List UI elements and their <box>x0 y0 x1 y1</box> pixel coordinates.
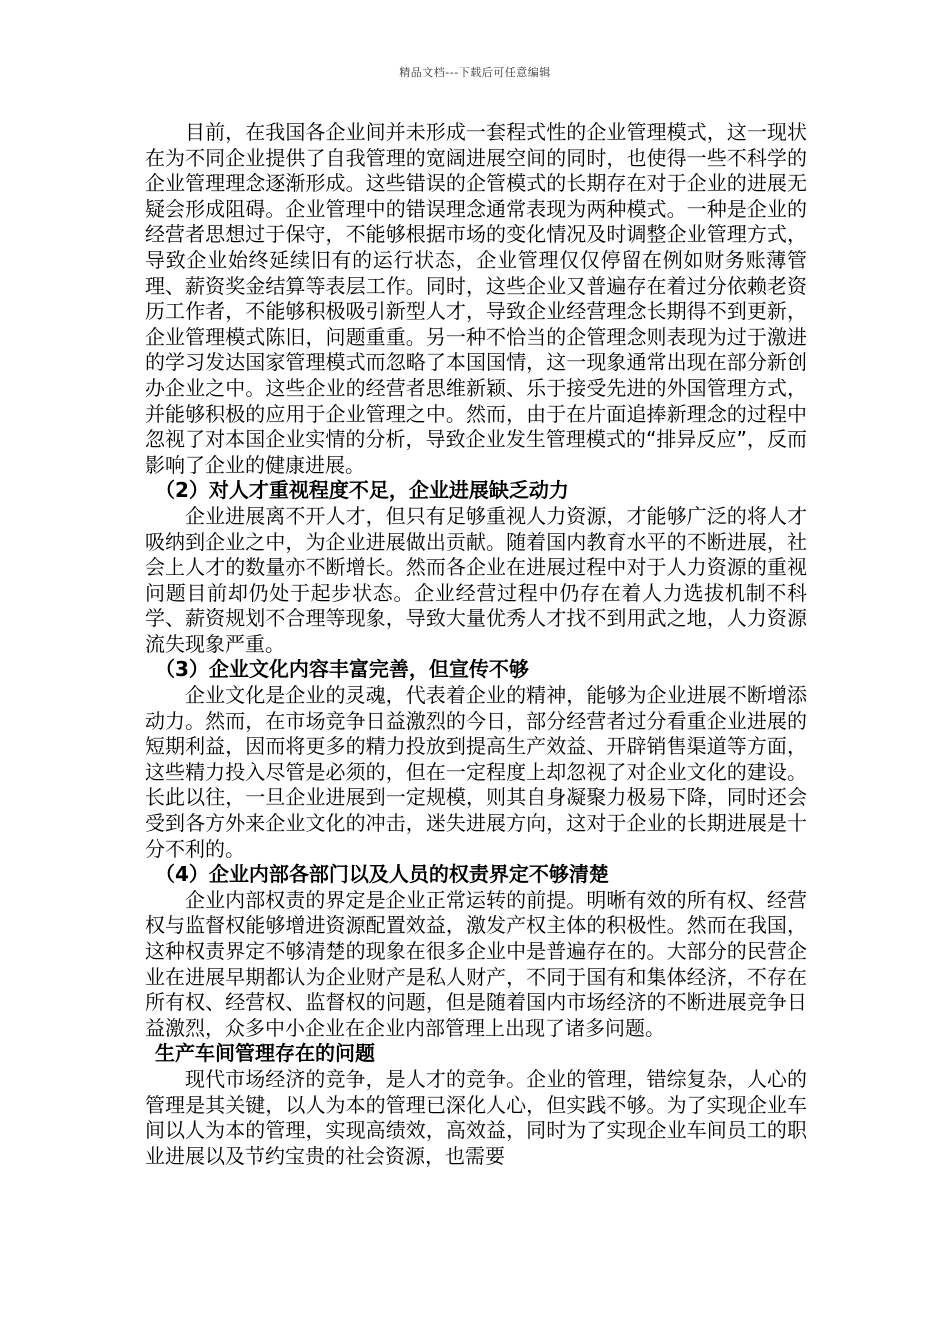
heading-culture: （3）企业文化内容丰富完善，但宣传不够 <box>155 657 529 682</box>
heading-workshop: 生产车间管理存在的问题 <box>155 1041 375 1066</box>
heading-talent: （2）对人才重视程度不足，企业进展缺乏动力 <box>155 478 569 503</box>
paragraph-culture: 企业文化是企业的灵魂，代表着企业的精神，能够为企业进展不断增添动力。然而，在市场竞争日益激烈的今日，部分经营者过分看重企业进展的短期利益，因而将更多的精力投放到提高生产效益、开辟销售渠道等方面，这些精力投入尽管是必须的，但在一定程度上却忽视了对企业文化的建设。长此以往，一旦企业进展到一定规模，则其自身凝聚力极易下降，同时还会受到各方外来企业文化的冲击，迷失进展方向，这对于企业的长期进展是十分不利的。 <box>145 683 807 861</box>
paragraph-talent: 企业进展离不开人才，但只有足够重视人力资源，才能够广泛的将人才吸纳到企业之中，为企业进展做出贡献。随着国内教育水平的不断进展，社会上人才的数量亦不断增长。然而各企业在进展过程中对于人力资源的重视问题目前却仍处于起步状态。企业经营过程中仍存在着人力选拔机制不科学、薪资规划不合理等现象，导致大量优秀人才找不到用武之地，人力资源流失现象严重。 <box>145 503 807 656</box>
paragraph-workshop: 现代市场经济的竞争，是人才的竞争。企业的管理，错综复杂，人心的管理是其关键，以人为本的管理已深化人心，但实践不够。为了实现企业车间以人为本的管理，实现高绩效，高效益，同时为了实现企业车间员工的职业进展以及节约宝贵的社会资源，也需要 <box>145 1066 807 1168</box>
heading-responsibility: （4）企业内部各部门以及人员的权责界定不够清楚 <box>155 862 609 887</box>
paragraph-responsibility: 企业内部权责的界定是企业正常运转的前提。明晰有效的所有权、经营权与监督权能够增进资源配置效益，激发产权主体的积极性。然而在我国，这种权责界定不够清楚的现象在很多企业中是普遍存在的。大部分的民营企业在进展早期都认为企业财产是私人财产，不同于国有和集体经济，不存在所有权、经营权、监督权的问题，但是随着国内市场经济的不断进展竞争日益激烈，众多中小企业在企业内部管理上出现了诸多问题。 <box>145 887 807 1040</box>
page-header: 精品文档---下载后可任意编辑 <box>399 66 551 79</box>
document-body <box>145 120 807 1169</box>
paragraph-management-models: 目前，在我国各企业间并未形成一套程式性的企业管理模式，这一现状在为不同企业提供了自我管理的宽阔进展空间的同时，也使得一些不科学的企业管理理念逐渐形成。这些错误的企管模式的长期存在对于企业的进展无疑会形成阻碍。企业管理中的错误理念通常表现为两种模式。一种是企业的经营者思想过于保守，不能够根据市场的变化情况及时调整企业管理方式，导致企业始终延续旧有的运行状态，企业管理仅仅停留在例如财务账薄管理、薪资奖金结算等表层工作。同时，这些企业又普遍存在着过分依赖老资历工作者，不能够积极吸引新型人才，导致企业经营理念长期得不到更新，企业管理模式陈旧，问题重重。另一种不恰当的企管理念则表现为过于激进的学习发达国家管理模式而忽略了本国国情，这一现象通常出现在部分新创办企业之中。这些企业的经营者思维新颖、乐于接受先进的外国管理方式，并能够积极的应用于企业管理之中。然而，由于在片面追捧新理念的过程中忽视了对本国企业实情的分析，导致企业发生管理模式的“排异反应”，反而影响了企业的健康进展。 <box>145 120 807 477</box>
